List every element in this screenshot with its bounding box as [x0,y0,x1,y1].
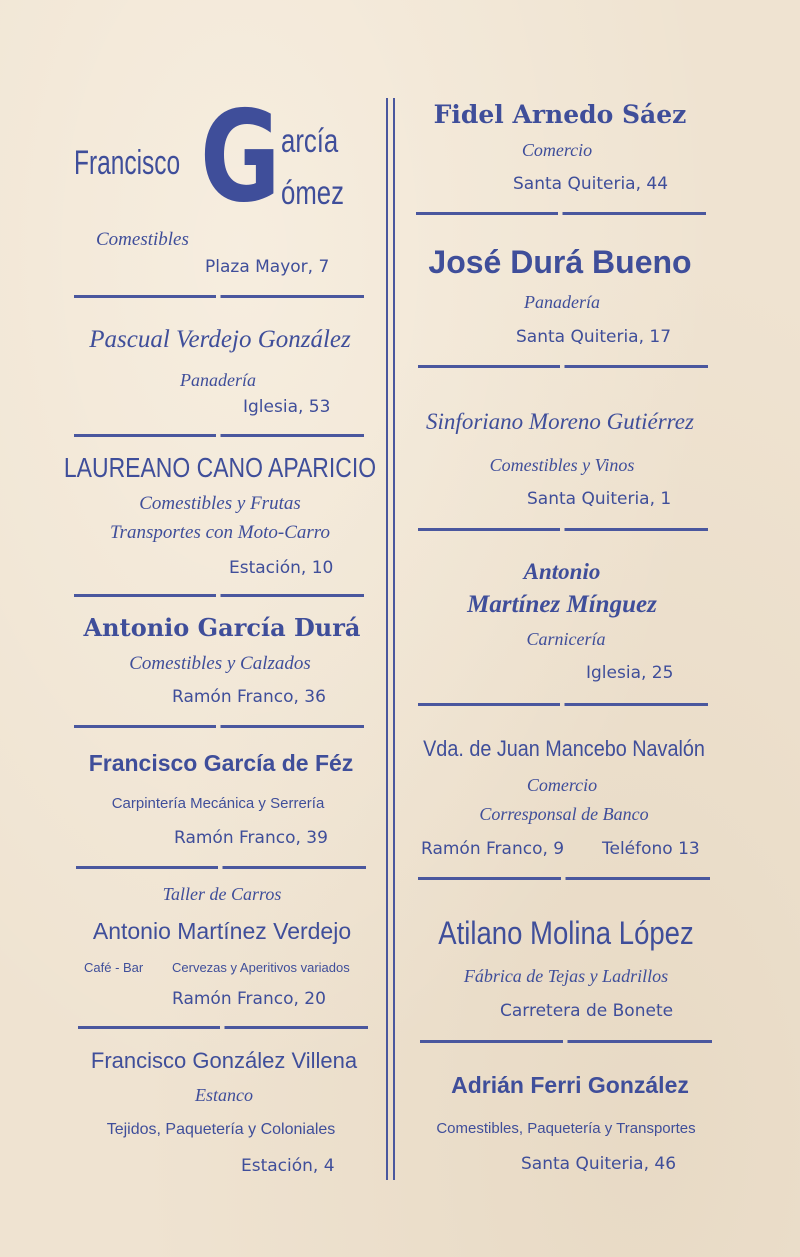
ad-surname-1: arcía [281,122,339,159]
ad-address: Estación, 10 [229,558,334,578]
ad-address: Estación, 4 [241,1156,335,1176]
ad-address: Iglesia, 53 [243,397,331,417]
ad-address: Santa Quiteria, 1 [527,489,672,509]
separator [418,703,708,706]
column-divider-left-line [386,98,388,1180]
separator [418,528,708,531]
separator [416,212,706,215]
ad-trade: Fábrica de Tejas y Ladrillos [463,966,669,986]
ad-name-2: Martínez Mínguez [467,591,657,618]
ad-name: Antonio García Durá [83,613,361,642]
separator [78,1026,368,1029]
ad-name: Francisco González Villena [90,1048,358,1073]
ad-trade: Carpintería Mecánica y Serrería [111,795,325,812]
ad-name: Francisco García de Féz [88,750,354,776]
column-divider-right-line [393,98,395,1180]
ad-trade: Estanco [195,1085,253,1105]
separator [420,1040,712,1043]
separator [74,594,364,597]
ad-name: Atilano Molina López [438,915,694,951]
ad-name: Vda. de Juan Mancebo Navalón [423,736,705,761]
separator [74,295,364,298]
ad-trade: Panadería [180,370,256,390]
ad-name-1: Antonio [523,559,601,584]
separator [418,365,708,368]
separator [74,434,364,437]
ad-big-initial: G [200,83,281,230]
ad-address: Carretera de Bonete [500,1001,674,1021]
separator [74,725,364,728]
ad-address: Santa Quiteria, 44 [513,174,669,194]
ad-name: Fidel Arnedo Sáez [433,100,687,129]
ad-trade: Comestibles, Paquetería y Transportes [436,1120,696,1137]
ad-trade: Panadería [524,292,600,312]
ad-trade: Comestibles y Calzados [129,653,311,674]
ad-surname-2: ómez [281,174,344,211]
ad-address: Plaza Mayor, 7 [205,257,330,277]
ad-address: Ramón Franco, 20 [172,989,326,1009]
ad-trade: Comercio [521,140,593,160]
ad-address: Iglesia, 25 [586,663,674,683]
ad-name: José Durá Bueno [428,244,692,280]
separator [76,866,366,869]
ad-trade-2: Corresponsal de Banco [479,804,649,824]
ad-name: Adrián Ferri González [451,1072,689,1098]
separator [418,877,710,880]
ad-trade-drinks: Cervezas y Aperitivos variados [172,960,350,975]
ad-trade-2: Tejidos, Paquetería y Coloniales [106,1121,336,1138]
ad-name: LAUREANO CANO APARICIO [63,452,377,483]
ad-name: Pascual Verdejo González [89,326,351,353]
ad-address: Ramón Franco, 9 [421,839,565,859]
ad-name: Sinforiano Moreno Gutiérrez [426,409,694,434]
ad-preheading: Taller de Carros [162,884,282,904]
ad-name: Antonio Martínez Verdejo [92,918,352,944]
ad-first-name: Francisco [74,144,181,182]
ad-trade: Carnicería [526,629,606,649]
ad-trade-cafe: Café - Bar [84,960,144,975]
ad-trade: Comestibles y Vinos [489,455,635,475]
ad-trade-2: Transportes con Moto-Carro [110,522,330,543]
ad-address: Santa Quiteria, 17 [516,327,672,347]
ad-trade: Comestibles y Frutas [139,493,301,514]
ad-address: Santa Quiteria, 46 [521,1154,677,1174]
ad-phone: Teléfono 13 [602,839,700,859]
ad-address: Ramón Franco, 36 [172,687,326,707]
ad-trade: Comestibles [96,229,189,250]
ad-address: Ramón Franco, 39 [174,828,328,848]
ad-trade: Comercio [526,775,598,795]
